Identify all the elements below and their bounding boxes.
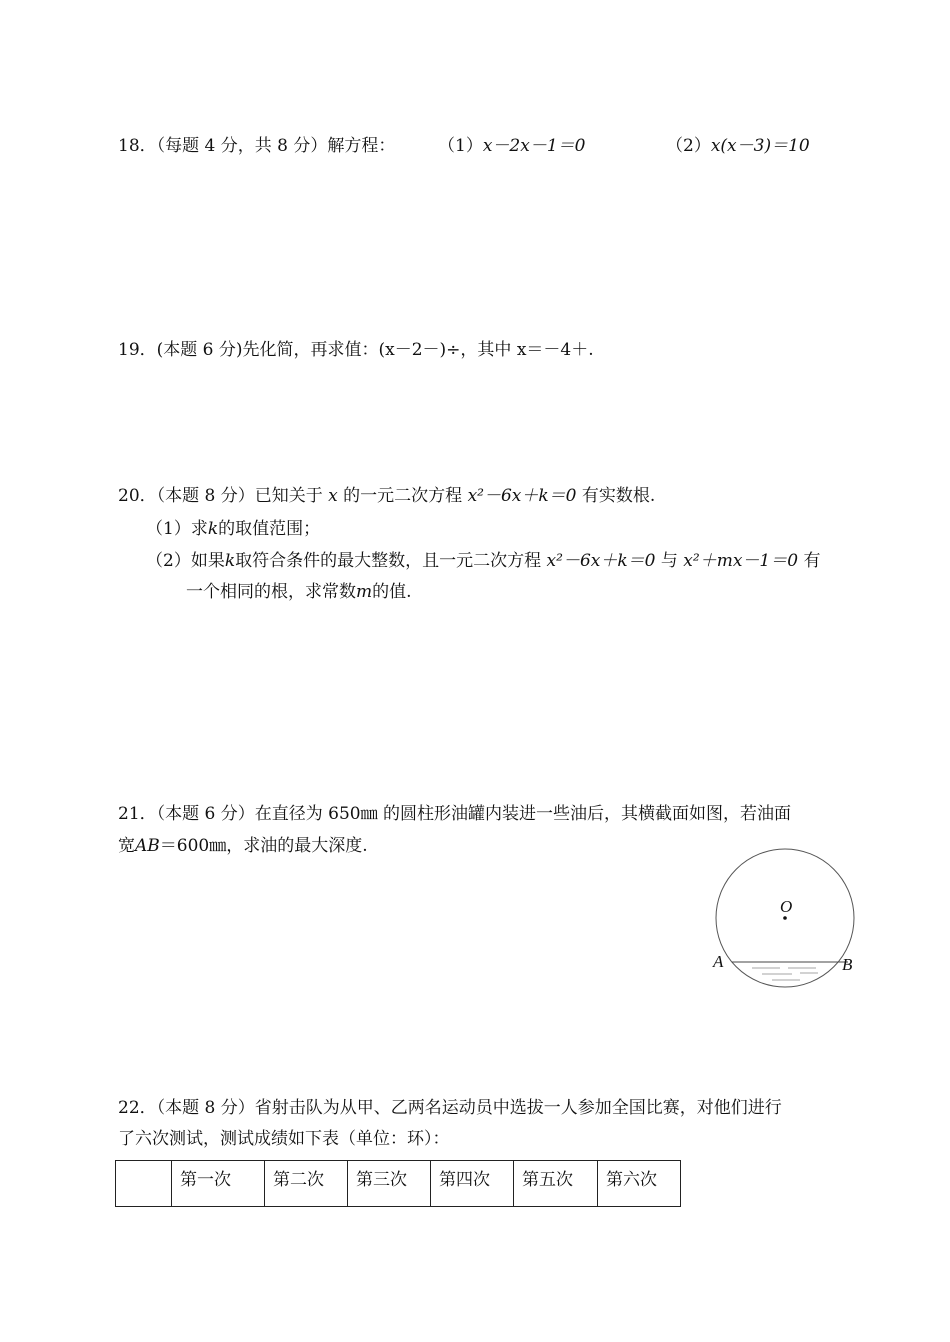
q18-number: 18．	[118, 136, 157, 156]
q20-sub1	[146, 517, 320, 541]
q18-part2-label: （2）	[666, 136, 711, 156]
table-header-5: 第五次	[514, 1161, 598, 1207]
q20-heading	[118, 484, 655, 508]
oil-tank-figure	[700, 840, 870, 1000]
q20-sub1-b: 的取值范围；	[218, 519, 321, 539]
q20-heading-c: 有实数根.	[581, 486, 656, 506]
table-header-4: 第四次	[431, 1161, 514, 1207]
q20-sub2-b: 取符合条件的最大整数，且一元二次方程	[235, 551, 542, 571]
q22-line2: 了六次测试，测试成绩如下表（单位：环）：	[118, 1129, 450, 1149]
q18-line	[118, 134, 395, 158]
q20-sub2-cont	[186, 580, 412, 604]
q20-heading-b: 的一元二次方程	[343, 486, 463, 506]
label-o: O	[780, 897, 793, 916]
q22-line1: 22．（本题 8 分）省射击队为从甲、乙两名运动员中选拔一人参加全国比赛，对他们进行	[118, 1098, 782, 1118]
q20-sub3-m: m	[356, 582, 373, 602]
q21-ab: AB	[135, 836, 160, 856]
q21-line2-a: 宽	[118, 836, 135, 856]
q20-heading-a: 20．（本题 8 分）已知关于	[118, 486, 323, 506]
q18-heading: （每题 4 分，共 8 分）解方程：	[156, 136, 396, 156]
q20-sub1-a: （1）求	[146, 519, 208, 539]
table-header-1: 第一次	[172, 1161, 265, 1207]
q21-line2-b: ＝600㎜，求油的最大深度.	[159, 836, 368, 856]
q20-sub2-eq2: x²＋mx－1＝0	[683, 551, 799, 571]
q18-part2-equation: x(x－3)＝10	[710, 136, 810, 156]
label-a: A	[713, 952, 724, 971]
q20-var-x: x	[328, 486, 338, 506]
q18-part1-label: （1）	[438, 136, 483, 156]
table-row	[116, 1161, 681, 1207]
q20-sub2-k: k	[224, 551, 236, 571]
q20-sub2-c: 与	[660, 551, 678, 571]
q20-sub2-eq1: x²－6x＋k＝0	[546, 551, 656, 571]
q20-sub3-a: 一个相同的根，求常数	[186, 582, 356, 602]
q20-sub2-d: 有	[803, 551, 821, 571]
q20-sub3-b: 的值.	[372, 582, 412, 602]
q20-sub2-a: （2）如果	[146, 551, 225, 571]
table-header-3: 第三次	[348, 1161, 431, 1207]
table-header-6: 第六次	[598, 1161, 681, 1207]
q21-line1: 21．（本题 6 分）在直径为 650㎜ 的圆柱形油罐内装进一些油后，其横截面如图，若油面	[118, 804, 792, 824]
q18-part1	[438, 134, 585, 158]
scores-table	[115, 1160, 681, 1207]
q19-line: 19．(本题 6 分)先化简，再求值：(x－2－)÷，其中 x＝－4＋.	[118, 340, 594, 360]
q20-equation: x²－6x＋k＝0	[467, 486, 577, 506]
table-header-2: 第二次	[265, 1161, 348, 1207]
table-cell-corner	[116, 1161, 172, 1207]
q20-sub2	[146, 549, 820, 573]
q18-part1-equation: x－2x－1＝0	[482, 136, 586, 156]
q21-line2	[118, 834, 368, 858]
q18-part2	[666, 134, 810, 158]
q20-sub1-k: k	[207, 519, 219, 539]
label-b: B	[842, 955, 853, 974]
